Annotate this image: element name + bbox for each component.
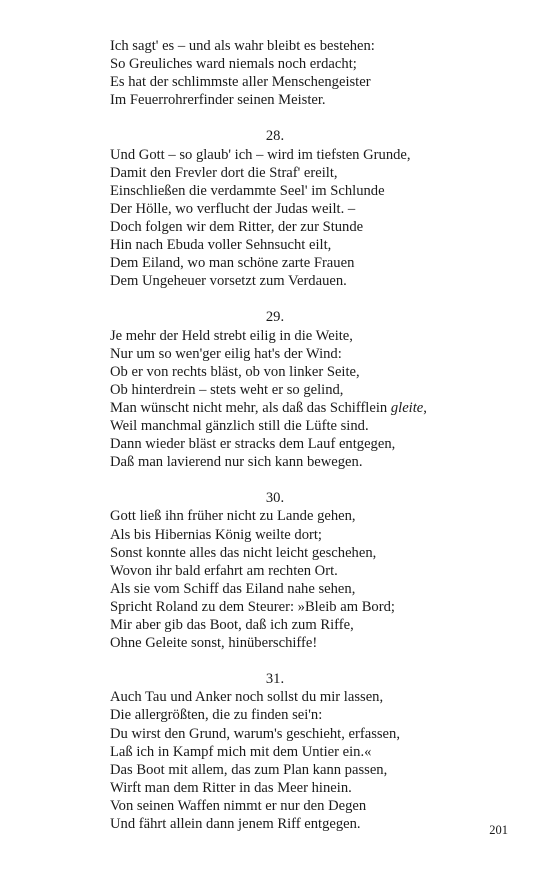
verse-line: Dem Eiland, wo man schöne zarte Frauen — [110, 255, 355, 272]
verse-line: Und Gott – so glaub' ich – wird im tiefsten Grunde, — [110, 146, 411, 163]
verse-line: Dem Ungeheuer vorsetzt zum Verdauen. — [110, 273, 347, 290]
verse-line: Wirft man dem Ritter in das Meer hinein. — [110, 779, 352, 796]
stanza-number: 31. — [265, 671, 285, 688]
verse-line: Doch folgen wir dem Ritter, der zur Stunde — [110, 218, 364, 235]
stanza-number: 28. — [265, 128, 285, 145]
verse-line: Als bis Hibernias König weilte dort; — [110, 526, 322, 543]
stanza-30 — [110, 489, 440, 652]
verse-line: So Greuliches ward niemals noch erdacht; — [110, 56, 357, 73]
verse-line: Ich sagt' es – und als wahr bleibt es bestehen: — [110, 38, 375, 54]
verse-line: Ob er von rechts bläst, ob von linker Seite, — [110, 363, 360, 380]
verse-line: Je mehr der Held strebt eilig in die Weite, — [110, 327, 353, 344]
stanza-number: 29. — [265, 309, 285, 326]
italic-word: gleite — [390, 399, 424, 416]
verse-line: Auch Tau und Anker noch sollst du mir lassen, — [110, 689, 384, 706]
verse-line: Daß man lavierend nur sich kann bewegen. — [110, 454, 363, 471]
stanza-number: 30. — [265, 490, 285, 507]
verse-line: Der Hölle, wo verflucht der Judas weilt. – — [110, 200, 356, 217]
verse-line-text: Man wünscht nicht mehr, als daß das Schifflein — [110, 399, 391, 416]
verse-line: Es hat der schlimmste aller Menschengeister — [110, 74, 371, 91]
verse-line: Damit den Frevler dort die Straf' ereilt, — [110, 164, 338, 181]
verse-line: Wovon ihr bald erfahrt am rechten Ort. — [110, 562, 338, 579]
verse-line: Als sie vom Schiff das Eiland nahe sehen, — [110, 580, 356, 597]
poem-text — [110, 37, 440, 833]
verse-line: Im Feuerrohrerfinder seinen Meister. — [110, 92, 326, 109]
verse-line-tail: , — [423, 399, 427, 416]
verse-line-with-italic — [110, 399, 440, 417]
verse-line: Sonst konnte alles das nicht leicht geschehen, — [110, 544, 377, 561]
verse-line: Laß ich in Kampf mich mit dem Untier ein.« — [110, 743, 372, 760]
stanza-31 — [110, 670, 440, 833]
verse-line: Ob hinterdrein – stets weht er so gelind, — [110, 381, 344, 398]
verse-line: Und fährt allein dann jenem Riff entgegen. — [110, 816, 361, 833]
verse-line: Weil manchmal gänzlich still die Lüfte sind. — [110, 417, 369, 434]
verse-line: Einschließen die verdammte Seel' im Schlunde — [110, 182, 385, 199]
verse-line: Von seinen Waffen nimmt er nur den Degen — [110, 797, 367, 814]
verse-line: Du wirst den Grund, warum's geschieht, erfassen, — [110, 725, 400, 742]
verse-line: Das Boot mit allem, das zum Plan kann passen, — [110, 761, 388, 778]
verse-line: Dann wieder bläst er stracks dem Lauf entgegen, — [110, 436, 396, 453]
verse-line: Spricht Roland zu dem Steurer: »Bleib am Bord; — [110, 598, 395, 615]
verse-line: Die allergrößten, die zu finden sei'n: — [110, 707, 323, 724]
verse-line: Gott ließ ihn früher nicht zu Lande gehen, — [110, 508, 356, 525]
verse-line: Hin nach Ebuda voller Sehnsucht eilt, — [110, 237, 332, 254]
verse-line: Nur um so wen'ger eilig hat's der Wind: — [110, 345, 342, 362]
verse-line: Mir aber gib das Boot, daß ich zum Riffe, — [110, 617, 354, 633]
verse-line: Ohne Geleite sonst, hinüberschiffe! — [110, 635, 318, 652]
page-number: 201 — [489, 823, 508, 837]
stanza-27-continuation — [110, 37, 440, 109]
stanza-29 — [110, 308, 440, 471]
stanza-28 — [110, 127, 440, 290]
